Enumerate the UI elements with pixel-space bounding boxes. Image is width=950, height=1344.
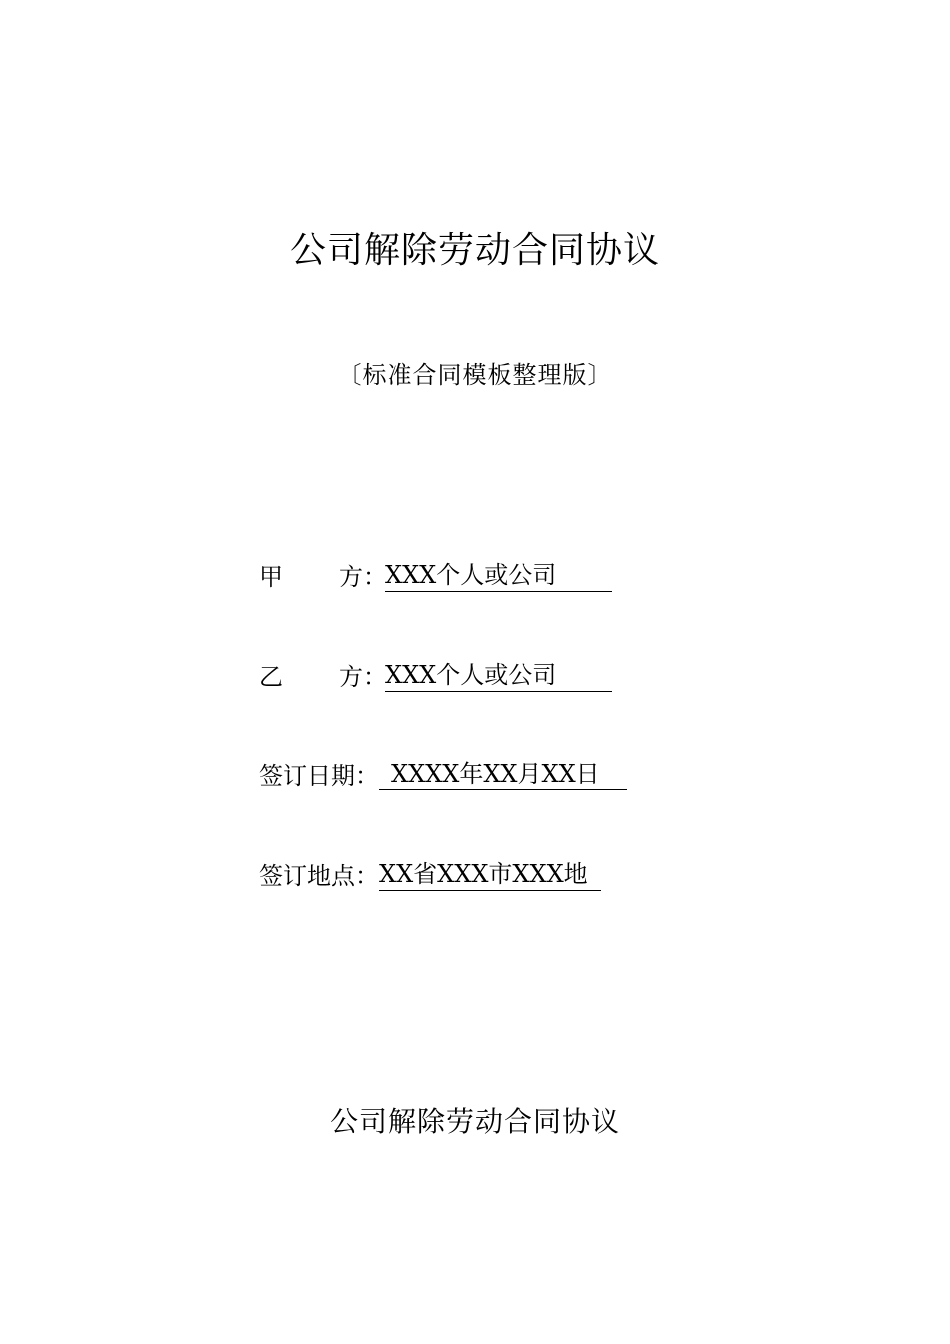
sign-place-field <box>259 859 601 893</box>
sign-date-label: 签订日期： <box>259 762 379 790</box>
sign-place-value: XX省XXX市XXX地 <box>379 859 601 891</box>
party-b-label-last: 方： <box>339 663 387 691</box>
party-b-label <box>259 660 385 694</box>
party-b-field <box>259 660 612 694</box>
party-a-label <box>259 560 385 594</box>
party-a-label-last: 方： <box>339 563 387 591</box>
document-subtitle: 〔标准合同模板整理版〕 <box>337 361 613 389</box>
party-a-value: XXX个人或公司 <box>385 560 612 592</box>
party-b-value: XXX个人或公司 <box>385 660 612 692</box>
party-a-label-first: 甲 <box>259 563 283 591</box>
party-b-label-first: 乙 <box>259 663 283 691</box>
sign-place-label: 签订地点： <box>259 862 379 890</box>
sign-date-value: XXXX年XX月XX日 <box>379 759 627 790</box>
document-title: 公司解除劳动合同协议 <box>289 230 660 271</box>
body-title: 公司解除劳动合同协议 <box>329 1105 620 1138</box>
party-a-field <box>259 560 612 594</box>
sign-date-field <box>259 759 627 793</box>
